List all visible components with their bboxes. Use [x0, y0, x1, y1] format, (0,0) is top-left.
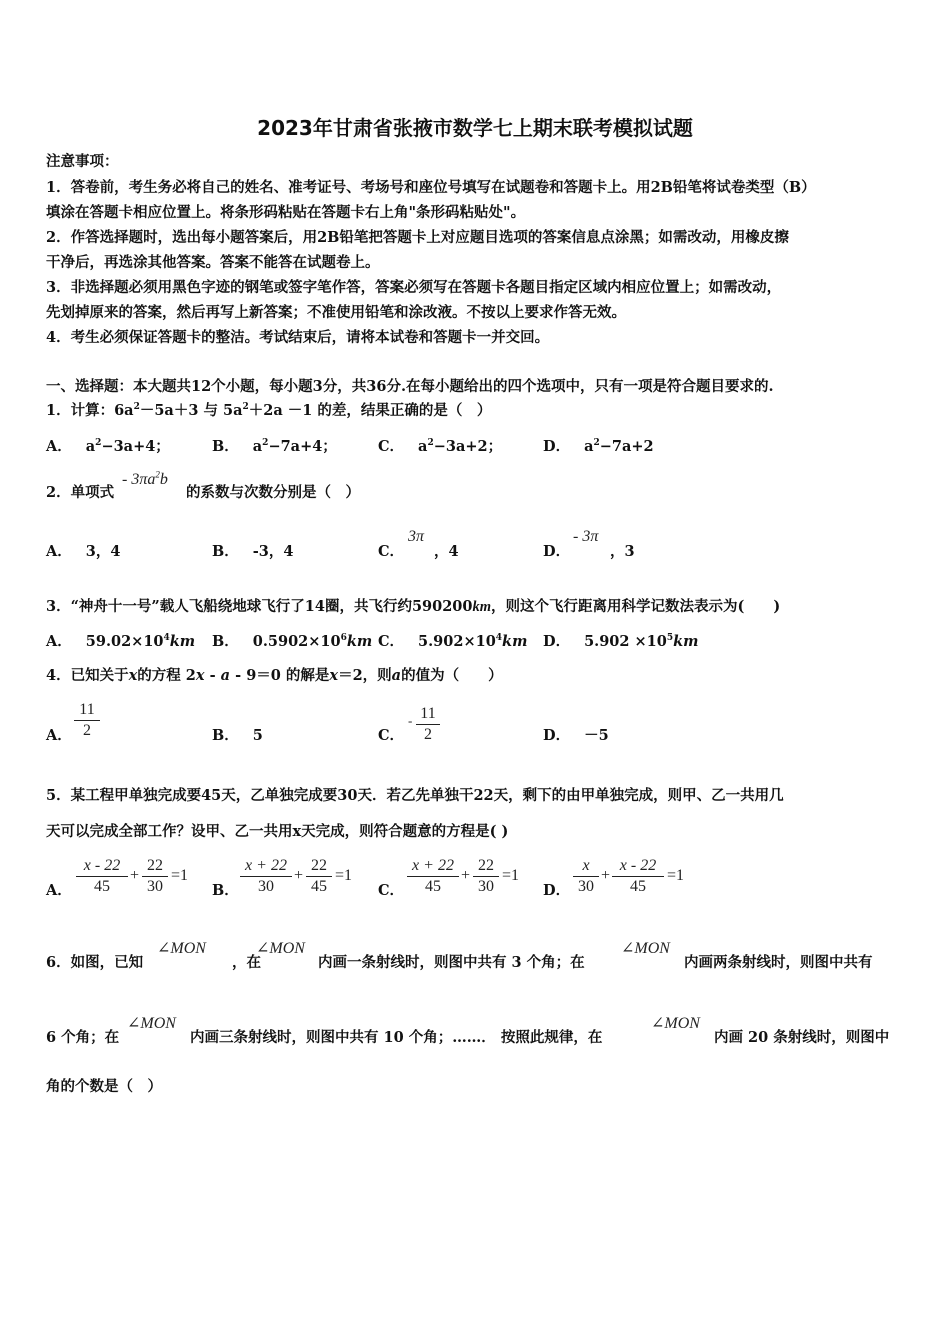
- q6-angle-mon: ∠MON: [127, 1015, 176, 1032]
- q5-option-a-plus: +: [130, 867, 140, 884]
- q5-option-c-label: C．: [378, 882, 405, 899]
- q4-option-d: D． －5: [543, 727, 609, 744]
- q5-option-b-frac-2: $\frac{22}{45}$: [306, 856, 332, 897]
- q2-option-d-math: - 3π: [573, 528, 599, 545]
- notice-line: 填涂在答题卡相应位置上。将条形码粘贴在答题卡右上角"条形码粘贴处"。: [46, 204, 526, 221]
- q5-option-a-label: A．: [46, 882, 72, 899]
- question-6-text-1a: 6．如图，已知: [46, 954, 144, 971]
- q6-angle-mon: ∠MON: [651, 1015, 700, 1032]
- page-title: 2023年甘肃省张掖市数学七上期末联考模拟试题: [257, 116, 693, 140]
- question-6-text-2b: 内画三条射线时，则图中共有 10 个角；……． 按照此规律，在: [190, 1029, 603, 1046]
- notice-line: 2．作答选择题时，选出每小题答案后，用2B铅笔把答题卡上对应题目选项的答案信息点涂黑；如需改动，用橡皮擦: [46, 229, 789, 246]
- q3-option-b: B． $0.5902\times 10^6km$: [212, 633, 373, 650]
- q5-option-d-frac-2: $\frac{x - 22}{45}$: [612, 856, 664, 897]
- question-2-stem-a: 2．单项式: [46, 484, 115, 501]
- q5-option-d-label: D．: [543, 882, 571, 899]
- question-4-stem: 4．已知关于x的方程 2x - a - 9＝0 的解是x＝2，则a的值为（ ）: [46, 667, 503, 684]
- q2-option-c-math: 3π: [408, 528, 425, 545]
- q5-option-a-frac-2: $\frac{22}{30}$: [142, 856, 168, 897]
- q2-option-a: A． 3，4: [46, 543, 121, 560]
- q1-option-d: D． $a^2-7a+2$: [543, 438, 654, 455]
- q6-angle-mon: ∠MON: [157, 940, 206, 957]
- q5-option-c-frac-1: $\frac{x + 22}{45}$: [407, 856, 459, 897]
- q5-option-a-rhs: =1: [171, 867, 189, 884]
- q3-option-d: D． $5.902 \times 10^5km$: [543, 633, 699, 650]
- q1-option-b: B． $a^2-7a+4$；: [212, 438, 337, 455]
- q6-angle-mon: ∠MON: [621, 940, 670, 957]
- q2-option-c-label: C．: [378, 543, 405, 560]
- question-6-text-1b: ，在: [232, 954, 261, 971]
- q6-angle-mon: ∠MON: [256, 940, 305, 957]
- q5-option-d-plus: +: [601, 867, 611, 884]
- q4-option-c-neg: -: [408, 713, 413, 728]
- section-heading: 一、选择题：本大题共12个小题，每小题3分，共36分.在每小题给出的四个选项中，只有一项是符合题目要求的.: [46, 378, 774, 395]
- q1-option-c: C． $a^2-3a+2$；: [378, 438, 503, 455]
- notice-line: 干净后，再选涂其他答案。答案不能答在试题卷上。: [46, 254, 380, 271]
- q2-option-d-text: ，3: [610, 543, 635, 560]
- question-5-line-2: 天可以完成全部工作？设甲、乙一共用x天完成，则符合题意的方程是( ): [46, 823, 509, 840]
- q3-option-a: A． $59.02\times 10^4km$: [46, 633, 196, 650]
- q2-option-d-label: D．: [543, 543, 571, 560]
- q5-option-a-frac-1: $\frac{x - 22}{45}$: [76, 856, 128, 897]
- question-6-text-2c: 内画 20 条射线时，则图中: [714, 1029, 890, 1046]
- q4-option-c-fraction: $\frac{11}{2}$: [416, 704, 440, 745]
- notice-line: 4．考生必须保证答题卡的整洁。考试结束后，请将本试卷和答题卡一并交回。: [46, 329, 550, 346]
- q3-option-c: C． $5.902\times 10^4km$: [378, 633, 528, 650]
- question-6-text-2a: 6 个角；在: [46, 1029, 120, 1046]
- question-6-text-1c: 内画一条射线时，则图中共有 3 个角；在: [318, 954, 585, 971]
- notice-heading: 注意事项：: [46, 153, 119, 170]
- q5-option-b-label: B．: [212, 882, 239, 899]
- question-2-stem-b: 的系数与次数分别是（ ）: [186, 484, 360, 501]
- question-6-text-3: 角的个数是（ ）: [46, 1078, 162, 1095]
- q5-option-c-plus: +: [461, 867, 471, 884]
- q5-option-b-plus: +: [294, 867, 304, 884]
- q5-option-b-rhs: =1: [335, 867, 353, 884]
- q5-option-c-rhs: =1: [502, 867, 520, 884]
- question-3-stem: 3．“神舟十一号”载人飞船绕地球飞行了14圈，共飞行约590200km，则这个飞行距离用科学记数法表示为( ): [46, 598, 781, 615]
- q1-option-a: A． $a^2-3a+4$；: [46, 438, 170, 455]
- q4-option-a-fraction: $\frac{11}{2}$: [74, 700, 100, 741]
- q4-option-b: B． 5: [212, 727, 263, 744]
- notice-line: 1．答卷前，考生务必将自己的姓名、准考证号、考场号和座位号填写在试题卷和答题卡上。用2B铅笔将试卷类型（B）: [46, 179, 816, 196]
- q5-option-c-frac-2: $\frac{22}{30}$: [473, 856, 499, 897]
- question-5-line-1: 5．某工程甲单独完成要45天，乙单独完成要30天．若乙先单独干22天，剩下的由甲单独完成，则甲、乙一共用几: [46, 787, 784, 804]
- q2-option-b: B． -3，4: [212, 543, 294, 560]
- q4-option-c-label: C．: [378, 727, 405, 744]
- question-1-stem: 1．计算：$6a^2-5a+3$ 与 $5a^2+2a -1$ 的差，结果正确的是（ ）: [46, 402, 492, 419]
- question-6-text-1d: 内画两条射线时，则图中共有: [684, 954, 873, 971]
- q5-option-d-rhs: =1: [667, 867, 685, 884]
- notice-line: 3．非选择题必须用黑色字迹的钢笔或签字笔作答，答案必须写在答题卡各题目指定区域内相应位置上；如需改动，: [46, 279, 782, 296]
- notice-line: 先划掉原来的答案，然后再写上新答案；不准使用铅笔和涂改液。不按以上要求作答无效。: [46, 304, 626, 321]
- q5-option-b-frac-1: $\frac{x + 22}{30}$: [240, 856, 292, 897]
- q2-option-c-text: ，4: [434, 543, 459, 560]
- q2-monomial: - $3\pi a^2b$: [122, 469, 168, 488]
- q5-option-d-frac-1: $\frac{x}{30}$: [573, 856, 599, 897]
- q4-option-a-label: A．: [46, 727, 72, 744]
